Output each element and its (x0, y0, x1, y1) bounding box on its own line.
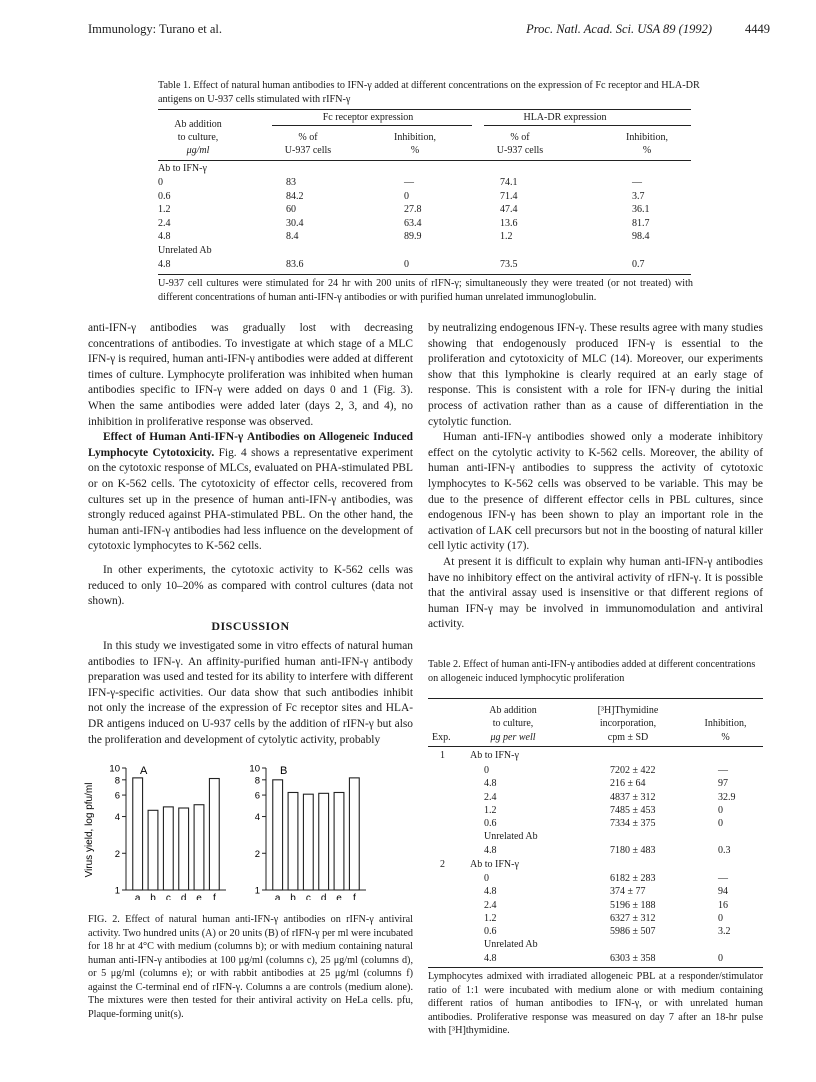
bar (288, 792, 298, 890)
x-tick-label: a (134, 893, 141, 900)
paragraph: At present it is difficult to explain why human anti-IFN-γ antibodies have no inhibitory effect on the antiviral activity of rIFN-γ. It is possible that the antiviral assay used is insensitive or that different regions of human IFN-γ may be involved in immunomodulation and antiviral activity. (428, 555, 763, 631)
paragraph: In other experiments, the cytotoxic activity to K-562 cells was reduced to only 10–20% as compared with control cultures (data not shown). (88, 563, 413, 608)
table-cell: 83.6 (286, 259, 304, 270)
y-tick-label: 6 (254, 790, 260, 802)
discussion-heading: DISCUSSION (211, 619, 290, 633)
table-cell: 4.8 (484, 953, 497, 964)
table1-bottom-rule (158, 274, 691, 275)
discussion-body (88, 639, 413, 748)
table-cell: 4.8 (158, 259, 171, 270)
table1-hla-rule (484, 125, 691, 126)
table-cell: 4.8 (484, 778, 497, 790)
table-cell: — (718, 765, 728, 776)
table2-group-unrelated: Unrelated Ab (484, 831, 538, 842)
bar (209, 779, 219, 890)
table-cell: 1.2 (500, 231, 513, 243)
table-cell: 74.1 (500, 177, 518, 188)
y-tick-label: 10 (249, 763, 260, 775)
table-cell: — (404, 177, 414, 188)
y-tick-label: 4 (114, 812, 120, 824)
x-tick-label: e (196, 893, 202, 900)
bar (349, 778, 359, 890)
paragraph: anti-IFN-γ antibodies was gradually lost with decreasing concentrations of antibodies. To investigate at which stage of a MLC IFN-γ is required, human anti-IFN-γ antibodies were added at different times of culture. Lymphocyte proliferation was inhibited when human antibodies specific to IFN-γ were added on days 0 and 1 (Fig. 3). When the same antibodies were added later (days 2, 3, and 4), no inhibition in proliferative response was observed. (88, 322, 413, 428)
table2-footnote: Lymphocytes admixed with irradiated allogeneic PBL at a responder/stimulator ratio of 1:1 were incubated with medium alone or with medium containing different ratios of human antibodies to IFN-γ, or with unrelated human antibodies. Proliferative response was measured on day 7 after an 18-hr pulse with [³H]thymidine. (428, 971, 763, 1036)
panel-label: B (280, 765, 288, 777)
header-journal: Proc. Natl. Acad. Sci. USA 89 (1992) (526, 22, 712, 36)
table1-h-hla-inh-2: % (642, 145, 652, 156)
paragraph-body: Fig. 4 shows a representative experiment on the cytotoxic response of MLCs, evaluated on PHA-stimulated PBL or on K-562 cells. The cytotoxicity of effector cells, recovered from cultures set up in the presence of human anti-IFN-γ antibodies, was strongly reduced against PHA-stimulated PBL. On the other hand, the human anti-IFN-γ antibodies had less influence on the development of cytotoxic lymphocytes to K-562 cells. (88, 446, 413, 553)
table2-h-inc-3: cpm ± SD (607, 732, 649, 743)
table1-fc-rule (272, 125, 472, 126)
table-cell: 1.2 (484, 804, 497, 816)
table-cell: 3.7 (632, 190, 645, 202)
table-cell: 7485 ± 453 (610, 804, 656, 816)
table-cell: 47.4 (500, 204, 518, 216)
table-cell: 36.1 (632, 204, 650, 216)
table2-group-ab: Ab to IFN-γ (470, 750, 519, 761)
running-header (88, 22, 770, 40)
x-tick-label: d (180, 893, 187, 900)
table1-h-fc-pct-1: % of (298, 132, 318, 143)
paragraph: Human anti-IFN-γ antibodies showed only a moderate inhibitory effect on the cytolytic activity to K-562 cells. Moreover, the ability of human anti-IFN-γ antibodies to suppress the activity of cytotoxic lymphocytes to K-562 cells was observed to be variable. This may be due to the presence of different effector cells in PBL cultures, since endogenous IFN-γ has been shown to play an important role in the activation of LAK cell precursors but not in the boosting of natural killer cell lytic activity (17). (428, 431, 763, 553)
header-section: Immunology: Turano et al. (88, 22, 223, 36)
table2-h-inh-2: % (721, 732, 730, 743)
table2-exp-1: 1 (440, 750, 445, 761)
y-tick-label: 8 (254, 775, 260, 787)
bar (303, 794, 313, 890)
table-cell: 4.8 (484, 886, 497, 898)
table2-caption: Table 2. Effect of human anti-IFN-γ antibodies added at different concentrations on allogeneic induced lymphocytic proliferation (428, 659, 756, 684)
figure2-caption: FIG. 2. Effect of natural human anti-IFN-γ antibodies on rIFN-γ antiviral activity. Two hundred units (A) or 20 units (B) of rIFN-γ per ml were incubated for 18 hr at 4°C with medium (columns b); or with medium containing natural human anti-IFN-γ antibodies at 100 μg/ml (columns c), 25 μg/ml (columns d), or 5 μg/ml (columns e); or with rabbit antibodies at 25 μg/ml (columns f) against the C-terminal end of rIFN-γ. Columns a are controls (medium alone). The mixtures were then tested for their antiviral activity on HeLa cells. pfu, Plaque-forming unit(s). (88, 914, 413, 1020)
table2-h-ab-2: to culture, (492, 718, 534, 729)
y-tick-label: 6 (114, 790, 120, 802)
table-cell: 84.2 (286, 190, 304, 202)
x-tick-label: f (352, 893, 356, 900)
table-cell: 0.6 (158, 190, 171, 202)
table2-h-exp: Exp. (432, 732, 451, 743)
table-cell: 0 (718, 953, 723, 964)
bar (133, 778, 143, 890)
table2-bottom-rule (428, 967, 763, 968)
table-cell: 60 (286, 204, 296, 216)
table-cell: 5986 ± 507 (610, 926, 656, 938)
table1-h-hla-inh-1: Inhibition, (626, 132, 668, 143)
table-cell: 30.4 (286, 217, 304, 229)
table2-h-ab-1: Ab addition (489, 705, 537, 716)
table2-exp-2: 2 (440, 859, 445, 870)
table-cell: 83 (286, 177, 296, 188)
table1-group-ab: Ab to IFN-γ (158, 163, 207, 174)
table-cell: 32.9 (718, 791, 736, 803)
table1-h-fc-inh-2: % (410, 145, 420, 156)
table-cell: 0 (404, 190, 409, 202)
table1-h-ab-1: Ab addition (174, 119, 222, 130)
table-cell: 27.8 (404, 204, 422, 216)
table2-h-ab-3: μg per well (490, 732, 536, 743)
table1-h-hla-pct-1: % of (510, 132, 530, 143)
table-cell: 0 (718, 818, 723, 830)
table-cell: — (718, 873, 728, 884)
table-cell: 81.7 (632, 217, 650, 229)
panel-label: A (140, 765, 148, 777)
table-cell: 4.8 (484, 845, 497, 856)
paragraph: In this study we investigated some in vitro effects of natural human antibodies to IFN-γ. An affinity-purified human anti-IFN-γ antibody preparation was used and tested for its ability to interfere with different IFN-γ-specific activities. Our data show that such antibodies inhibit not only the increase of the expression of Fc receptor sites and HLA-DR antigens induced on U-937 cells by the addition of rIFN-γ but also the proliferation and development of cytolytic activity, probably (88, 640, 413, 746)
table-cell: 6303 ± 358 (610, 953, 656, 964)
table-cell: 0.7 (632, 259, 645, 270)
table-cell: 98.4 (632, 231, 650, 243)
table-cell: 1.2 (484, 912, 497, 924)
subsection-heading: Effect of Human Anti-IFN-γ Antibodies on Allogeneic Induced Lymphocyte Cytotoxicity. (88, 431, 413, 459)
table-cell: 2.4 (484, 899, 497, 911)
table-cell: 63.4 (404, 217, 422, 229)
header-page-number: 4449 (745, 22, 770, 36)
table2-header-rule (428, 746, 763, 747)
table-cell: 6327 ± 312 (610, 912, 656, 924)
figure2-chart (80, 760, 415, 900)
table2-group-ab: Ab to IFN-γ (470, 859, 519, 870)
table-cell: 94 (718, 886, 728, 898)
table-cell: 4837 ± 312 (610, 791, 656, 803)
table-cell: 16 (718, 899, 728, 911)
left-column-body (88, 321, 413, 610)
table-cell: 97 (718, 778, 728, 790)
right-column-body (428, 321, 763, 633)
x-tick-label: d (320, 893, 327, 900)
table1-group-unrelated: Unrelated Ab (158, 245, 212, 256)
table1-top-rule (158, 109, 691, 110)
table-cell: 73.5 (500, 259, 518, 270)
table-cell: 0.3 (718, 845, 731, 856)
table2-top-rule (428, 698, 763, 699)
paragraph (88, 430, 413, 555)
table-cell: 7334 ± 375 (610, 818, 656, 830)
table2-h-inh-1: Inhibition, (704, 718, 747, 729)
y-tick-label: 1 (254, 885, 260, 897)
y-tick-label: 2 (254, 848, 260, 860)
x-tick-label: e (336, 893, 342, 900)
table-cell: 3.2 (718, 926, 731, 938)
table-cell: 2.4 (484, 791, 497, 803)
table-cell: 7202 ± 422 (610, 765, 656, 776)
table2-group-unrelated: Unrelated Ab (484, 939, 538, 950)
x-tick-label: f (212, 893, 216, 900)
table-cell: 0 (484, 765, 489, 776)
table1-h-fc-inh-1: Inhibition, (394, 132, 436, 143)
bar (334, 792, 344, 890)
table-cell: 0 (718, 912, 723, 924)
table1-group-fc: Fc receptor expression (322, 112, 414, 123)
y-tick-label: 1 (114, 885, 120, 897)
table2-h-inc-2: incorporation, (599, 718, 657, 729)
y-tick-label: 10 (109, 763, 120, 775)
table1-h-ab-2: to culture, (177, 132, 219, 143)
table1-footnote: U-937 cell cultures were stimulated for 24 hr with 200 units of rIFN-γ; simultaneously they were treated (or not treated) with different concentrations of human anti-IFN-γ antibodies or with purified human unrelated immunoglobulin. (158, 278, 693, 303)
paragraph: by neutralizing endogenous IFN-γ. These results agree with many studies showing that endogenously produced IFN-γ is essential to the proliferation and cytotoxicity of MLC (14). Moreover, our experiments show that this lymphokine is clearly required at an early stage of response. This is consistent with a role for IFN-γ during the initial process of activation rather than as a cause of differentiation in the cytolytic function. (428, 322, 763, 428)
bar (148, 810, 158, 890)
table-cell: 5196 ± 188 (610, 899, 656, 911)
table-cell: 216 ± 64 (610, 778, 646, 790)
table-cell: 0 (718, 804, 723, 816)
bar (319, 793, 329, 890)
table-cell: 6182 ± 283 (610, 873, 656, 884)
x-tick-label: a (274, 893, 281, 900)
table-cell: 71.4 (500, 190, 518, 202)
table-cell: 7180 ± 483 (610, 845, 656, 856)
table-cell: 2.4 (158, 217, 171, 229)
y-tick-label: 2 (114, 848, 120, 860)
table1-h-hla-pct-2: U-937 cells (496, 145, 544, 156)
table1-group-hla: HLA-DR expression (523, 112, 607, 123)
table-cell: 0 (158, 177, 163, 188)
x-tick-label: b (150, 893, 156, 900)
y-tick-label: 8 (114, 775, 120, 787)
bar (194, 805, 204, 890)
table1-h-fc-pct-2: U-937 cells (284, 145, 332, 156)
table-cell: 8.4 (286, 231, 299, 243)
table-cell: 0.6 (484, 926, 497, 938)
table-cell: 89.9 (404, 231, 422, 243)
table-cell: 13.6 (500, 217, 518, 229)
x-tick-label: b (290, 893, 296, 900)
table-cell: 1.2 (158, 204, 171, 216)
bar (163, 807, 173, 890)
bar (273, 780, 283, 890)
y-axis-label: Virus yield, log pfu/ml (84, 782, 95, 878)
table-cell: 374 ± 77 (610, 886, 646, 898)
x-tick-label: c (165, 893, 171, 900)
table-cell: — (632, 177, 642, 188)
table2-h-inc-1: [³H]Thymidine (597, 705, 659, 716)
table-cell: 0 (404, 259, 409, 270)
table1-header-rule (158, 160, 691, 161)
x-tick-label: c (305, 893, 311, 900)
table1-caption: Table 1. Effect of natural human antibodies to IFN-γ added at different concentrations on the expression of Fc receptor and HLA-DR antigens on U-937 cells stimulated with rIFN-γ (158, 80, 700, 105)
table-cell: 0.6 (484, 818, 497, 830)
table-cell: 4.8 (158, 231, 171, 243)
table-cell: 0 (484, 873, 489, 884)
y-tick-label: 4 (254, 812, 260, 824)
bar (179, 808, 189, 890)
table1-h-ab-3: μg/ml (186, 145, 210, 156)
